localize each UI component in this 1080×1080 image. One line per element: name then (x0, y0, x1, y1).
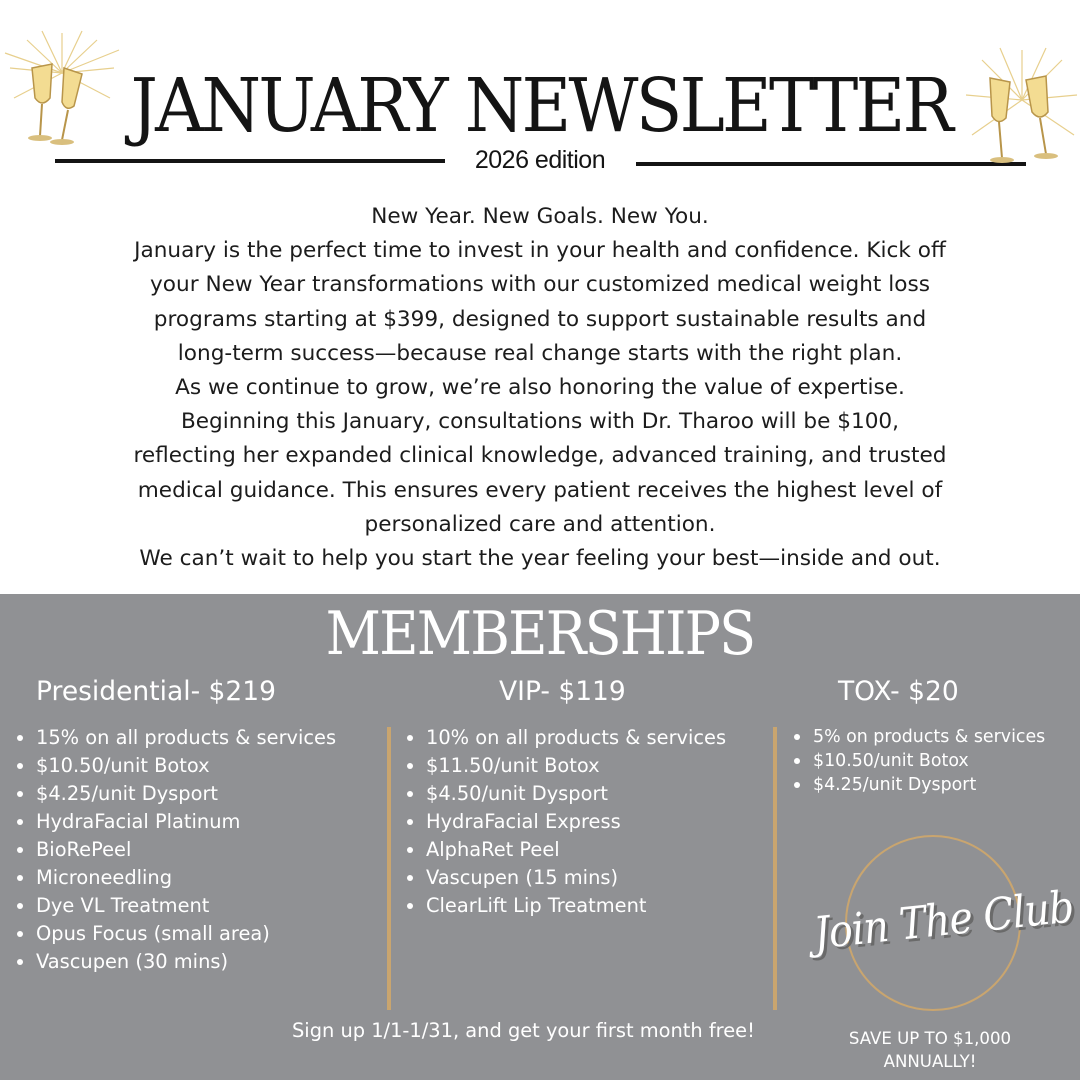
tier-name-presidential: Presidential- $219 (36, 676, 277, 707)
signup-promo: Sign up 1/1-1/31, and get your first month free! (292, 1019, 755, 1042)
benefit-item: ClearLift Lip Treatment (404, 892, 726, 920)
benefit-item: $11.50/unit Botox (404, 752, 726, 780)
intro-line: As we continue to grow, we’re also honoring the value of expertise. (175, 375, 905, 401)
intro-line: your New Year transformations with our customized medical weight loss (150, 272, 930, 298)
savings-callout (830, 1027, 1030, 1073)
benefit-item: HydraFacial Express (404, 808, 726, 836)
intro-line: January is the perfect time to invest in your health and confidence. Kick off (134, 238, 946, 264)
champagne-glasses-icon (2, 28, 122, 148)
intro-line: Beginning this January, consultations with Dr. Tharoo will be $100, (180, 409, 900, 435)
benefit-item: Opus Focus (small area) (14, 920, 336, 948)
intro-paragraph (40, 200, 1040, 576)
benefit-item: Dye VL Treatment (14, 892, 336, 920)
intro-line: long-term success—because real change starts with the right plan. (177, 340, 903, 366)
benefit-item: 5% on products & services (791, 725, 1045, 749)
intro-line: personalized care and attention. (364, 511, 716, 537)
benefit-item: $4.50/unit Dysport (404, 780, 726, 808)
vip-benefits-list (404, 724, 726, 920)
tier-name-tox: TOX- $20 (838, 676, 959, 707)
benefit-item: $4.25/unit Dysport (14, 780, 336, 808)
benefit-item: 15% on all products & services (14, 724, 336, 752)
memberships-title: MEMBERSHIPS (325, 599, 755, 669)
newsletter-title: JANUARY NEWSLETTER (130, 63, 951, 149)
intro-line: programs starting at $399, designed to support sustainable results and (153, 306, 927, 332)
intro-line: medical guidance. This ensures every patient receives the highest level of (137, 477, 943, 503)
intro-line: We can’t wait to help you start the year feeling your best—inside and out. (139, 546, 941, 572)
savings-line: ANNUALLY! (883, 1052, 977, 1071)
column-divider (387, 727, 391, 1010)
champagne-glasses-icon (962, 40, 1080, 170)
intro-line: reflecting her expanded clinical knowledge, advanced training, and trusted (133, 443, 947, 469)
tier-name-vip: VIP- $119 (499, 676, 626, 707)
title-rule-left (55, 159, 445, 163)
benefit-item: BioRePeel (14, 836, 336, 864)
benefit-item: Microneedling (14, 864, 336, 892)
join-club-script: Join The Club (811, 881, 1076, 960)
benefit-item: $10.50/unit Botox (791, 749, 1045, 773)
benefit-item: $4.25/unit Dysport (791, 773, 1045, 797)
benefit-item: $10.50/unit Botox (14, 752, 336, 780)
tox-benefits-list (791, 725, 1045, 797)
benefit-item: Vascupen (15 mins) (404, 864, 726, 892)
column-divider (773, 727, 777, 1010)
benefit-item: 10% on all products & services (404, 724, 726, 752)
intro-line: New Year. New Goals. New You. (371, 204, 709, 229)
edition-label: 2026 edition (474, 146, 606, 174)
benefit-item: AlphaRet Peel (404, 836, 726, 864)
benefit-item: HydraFacial Platinum (14, 808, 336, 836)
newsletter-header (0, 0, 1080, 200)
presidential-benefits-list (14, 724, 336, 976)
benefit-item: Vascupen (30 mins) (14, 948, 336, 976)
savings-line: SAVE UP TO $1,000 (848, 1029, 1012, 1048)
